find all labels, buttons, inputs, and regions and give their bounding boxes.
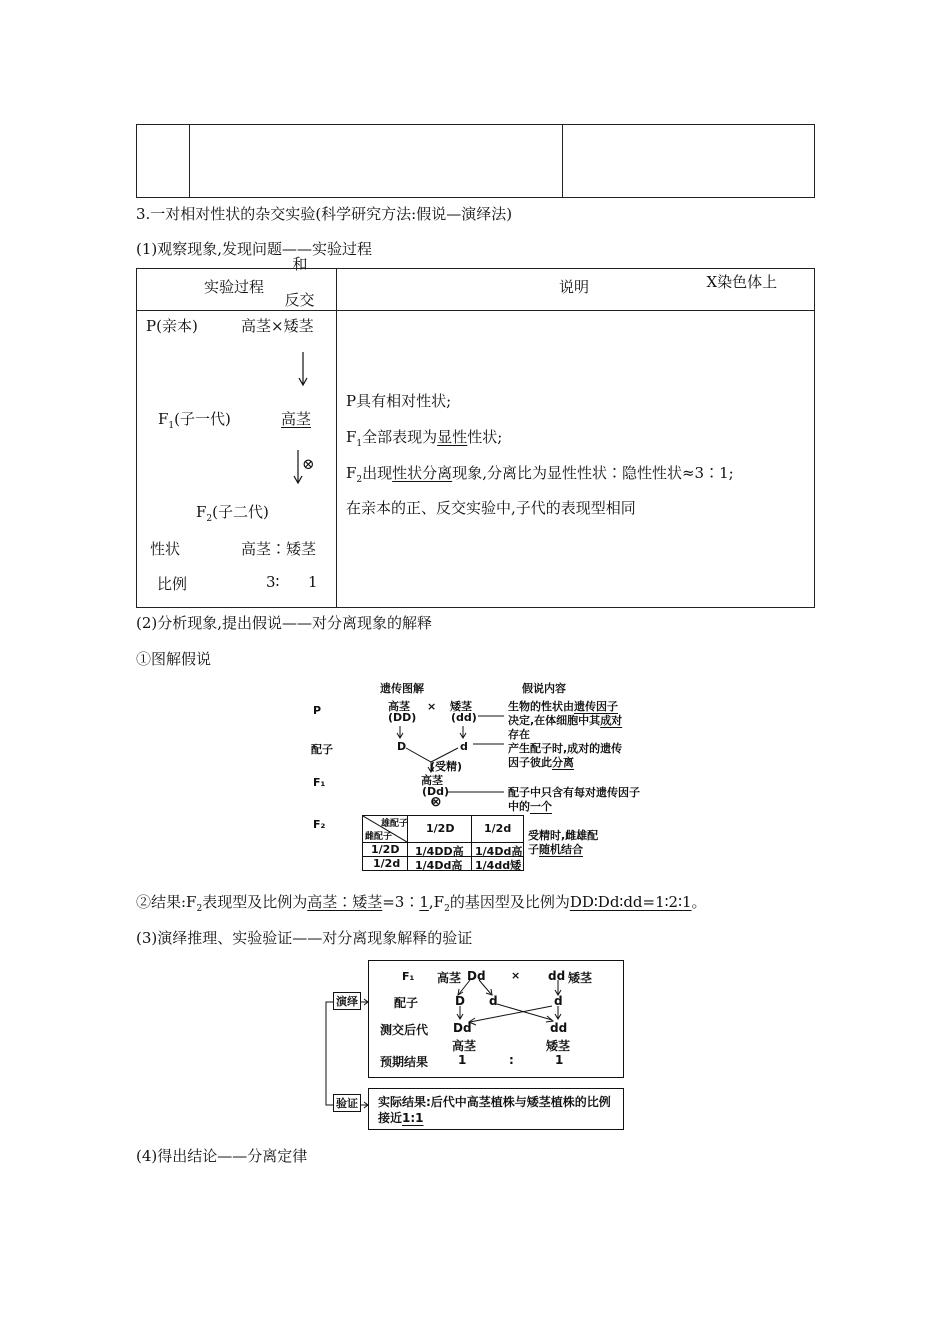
f1-value: 高茎 [281,410,312,428]
trait-label: 性状 [150,540,181,558]
heading-3-1: (1)观察现象,发现问题——实验过程 [136,240,373,258]
d2-gd2: d [554,994,563,1008]
d1-h7-a: 中的 [508,800,530,813]
note-3-b: 出现 [362,464,393,482]
heading-3-3: (3)演绎推理、实验验证——对分离现象解释的验证 [136,929,473,947]
result-b: 表现型及比例为 [202,893,308,911]
d1-col-right: 假说内容 [522,682,566,695]
punnett-corner-bottom: 雌配子 [365,832,393,842]
result-genotype: DD∶Dd∶dd=1∶2∶1 [569,893,692,911]
note-2-sub: 1 [356,439,363,449]
d1-h3: 存在 [508,728,530,741]
note-2-b: 全部表现为 [362,428,438,446]
p-label: P(亲本) [146,317,198,335]
d2-testcross: 测交后代 [380,1023,429,1037]
d2-off2-pheno: 矮茎 [546,1039,571,1053]
result-f: 。 [691,893,707,911]
d2-cross: × [511,969,521,982]
heading-3-2-1: ①图解假说 [136,650,212,668]
result-e: 的基因型及比例为 [449,893,570,911]
f2-label [196,501,269,524]
d2-tall: 高茎 [437,971,462,985]
top-left-line2: 反交 [284,290,315,309]
d2-gamete: 配子 [394,996,419,1010]
note-3-segregation: 性状分离 [392,464,453,482]
top-left-line1: 和 [292,254,308,273]
note-2-c: 性状; [467,428,503,446]
top-right-text: X染色体上 [706,272,778,291]
d1-h4: 产生配子时,成对的遗传 [508,742,623,755]
d1-h7-one: 一个 [530,800,552,813]
trait-value: 高茎∶矮茎 [241,540,317,558]
note-3-sub: 2 [356,475,363,485]
d1-h1-a: 生物的性状由 [508,700,574,713]
d1-cross: × [427,700,437,713]
d2-actual-line2 [378,1109,424,1126]
d1-col-left: 遗传图解 [380,682,424,695]
result-a: ②结果:F [136,893,197,911]
result-phenotype: 高茎∶矮茎 [307,893,383,911]
d2-gd1: d [489,994,498,1008]
d1-short-geno: (dd) [451,711,477,724]
d2-deduce-label: 演绎 [333,992,361,1010]
result-sub2: 2 [444,904,450,914]
ratio-left: 3∶ [266,573,280,591]
punnett-c21: 1/4Dd高 [415,859,463,872]
d1-h5-separate: 分离 [552,756,574,769]
heading-3-4: (4)得出结论——分离定律 [136,1147,308,1165]
d1-h9-random: 随机结合 [539,843,583,856]
d1-h5 [508,754,574,770]
d1-tall-geno: (DD) [388,711,417,724]
d2-colon: : [509,1053,514,1067]
f1-label [158,408,231,431]
note-2-dominant: 显性 [437,428,468,446]
d1-h2-a: 决定,在体细胞中其 [508,714,601,727]
punnett-c12: 1/4Dd高 [475,845,523,858]
d1-h9-a: 子 [528,843,539,856]
d1-h1-factor: 遗传因子 [574,700,618,713]
d2-gD: D [455,994,465,1008]
heading-3-2: (2)分析现象,提出假说——对分离现象的解释 [136,614,433,632]
top-middle-cell [190,125,563,198]
d1-gamete-d: d [460,740,468,753]
result-d: ,F [428,893,445,911]
d1-h6: 配子中只含有每对遗传因子 [508,786,640,799]
f2-sub: 2 [206,514,213,524]
down-arrow-icon [296,352,310,388]
d1-f1-tall: 高茎 [421,774,443,787]
d2-actual-line1: 实际结果:后代中高茎植株与矮茎植株的比例 [378,1095,611,1109]
result-ratio: 1 [419,893,429,911]
d1-short: 矮茎 [450,700,472,713]
d1-h8: 受精时,雌雄配 [528,829,599,842]
d1-tall: 高茎 [388,700,410,713]
result-line [136,891,707,914]
diagram-2 [322,958,628,1132]
d2-verify-label: 验证 [333,1094,361,1112]
note-3-c: 现象,分离比为显性性状∶隐性性状≈3∶1; [452,464,734,482]
d2-f1: F₁ [402,970,415,983]
d1-row-f1: F₁ [313,776,326,789]
punnett-c22: 1/4dd矮 [475,859,522,872]
heading-3: 3.一对相对性状的杂交实验(科学研究方法:假说—演绎法) [136,205,513,223]
punnett-col2: 1/2d [484,822,512,835]
note-2 [346,426,502,449]
punnett-col1: 1/2D [426,822,455,835]
d1-h2-pair: 成对 [600,714,623,727]
d2-dd: dd [548,969,566,983]
ratio-right: 1 [308,573,318,591]
d2-off1: Dd [453,1021,472,1035]
result-c: =3∶ [382,893,420,911]
d1-fert: (受精) [430,760,463,773]
f2-letter: F [196,503,207,521]
note-1: P具有相对性状; [346,392,452,410]
d1-f1-geno: (Dd) [422,785,450,798]
d2-short: 矮茎 [568,971,593,985]
d2-actual-ratio: 1:1 [402,1111,424,1125]
ratio-label: 比例 [157,575,188,593]
d1-row-f2: F₂ [313,818,326,831]
f1-letter: F [158,410,169,428]
d2-off1-pheno: 高茎 [452,1039,477,1053]
d1-h9 [528,841,583,857]
punnett-square [362,815,524,871]
d1-self-icon: ⊗ [430,794,442,810]
d2-Dd: Dd [467,969,486,983]
punnett-row2: 1/2d [373,857,401,870]
exp-notes-cell [337,311,815,608]
note-4: 在亲本的正、反交实验中,子代的表现型相同 [346,499,636,517]
punnett-corner-top: 雄配子 [381,819,409,829]
punnett-c11: 1/4DD高 [415,845,464,858]
punnett-row1: 1/2D [371,843,400,856]
d1-row-p: P [313,704,322,717]
note-3 [346,462,734,485]
note-2-f: F [346,428,357,446]
d1-h7 [508,798,552,814]
f2-paren: (子二代) [212,503,269,521]
f1-paren: (子一代) [174,410,231,428]
d1-gamete-D: D [397,740,407,753]
result-sub1: 2 [196,904,203,914]
d2-r2: 1 [555,1053,564,1067]
d2-r1: 1 [458,1053,467,1067]
exp-header-left-text: 实验过程 [204,278,265,296]
d1-h5-a: 因子彼此 [508,756,552,769]
note-3-f: F [346,464,357,482]
d2-expected: 预期结果 [380,1055,429,1069]
d2-actual-a: 接近 [378,1111,403,1125]
diagram-1 [300,676,650,872]
exp-header-right-text: 说明 [559,278,590,296]
d2-off2: dd [550,1021,568,1035]
p-cross: 高茎×矮茎 [241,317,314,335]
f1-sub: 1 [168,421,175,431]
selfing-icon: ⊗ [302,455,315,473]
d1-row-gamete: 配子 [311,743,333,756]
